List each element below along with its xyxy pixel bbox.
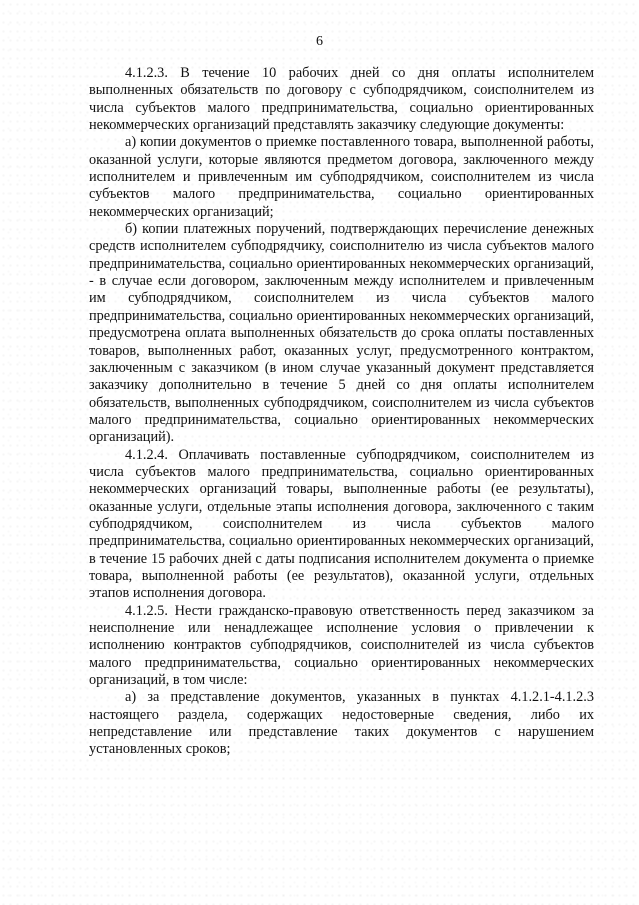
paragraph-item-a-acceptance-docs: а) копии документов о приемке поставленного товара, выполненной работы, оказанной услуги, которые являются предметом договора, заключенного между исполнителем и привлеченным им субподрядчиком, соисполнителем из числа субъектов малого предпринимательства, социально ориентированных некоммерческих организаций; — [89, 134, 594, 220]
paragraph-4-1-2-4: 4.1.2.4. Оплачивать поставленные субподрядчиком, соисполнителем из числа субъектов малого предпринимательства, социально ориентированных некоммерческих организаций товары, выполненные работы (ее результаты), оказанные услуги, отдельные этапы исполнения договора, заключенного с таким субподрядчиком, соисполнителем из числа субъектов малого предпринимательства, социально ориентированных некоммерческих организаций, в течение 15 рабочих дней с даты подписания исполнителем документа о приемке товара, выполненной работы (ее результатов), оказанной услуги, отдельных этапов исполнения договора. — [89, 446, 594, 602]
paragraph-4-1-2-5: 4.1.2.5. Нести гражданско-правовую ответственность перед заказчиком за неисполнение или ненадлежащее исполнение условия о привлечении к исполнению контрактов субподрядчиков, соисполнителей из числа субъектов малого предпринимательства, социально ориентированных некоммерческих организаций, в том числе: — [89, 602, 594, 689]
page-number: 6 — [316, 34, 323, 49]
paragraph-item-b-payment-orders: б) копии платежных поручений, подтверждающих перечисление денежных средств исполнителем субподрядчику, соисполнителю из числа субъектов малого предпринимательства, социально ориентированных некоммерческих организаций, - в случае если договором, заключенным между исполнителем и привлеченным им субподрядчиком, соисполнителем из числа субъектов малого предпринимательства, социально ориентированных некоммерческих организаций, предусмотрена оплата выполненных обязательств до срока оплаты поставленных товаров, выполненных работ, оказанных услуг, предусмотренного контрактом, заключенным с заказчиком (в ином случае указанный документ представляется заказчику дополнительно в течение 5 дней со дня оплаты исполнителем обязательств, выполненных субподрядчиком, соисполнителем из числа субъектов малого предпринимательства, социально ориентированных некоммерческих организаций). — [89, 221, 594, 446]
paragraph-item-a-liability: а) за представление документов, указанных в пунктах 4.1.2.1-4.1.2.3 настоящего раздела, содержащих недостоверные сведения, либо их непредставление или представление таких документов с нарушением установленных сроков; — [89, 689, 594, 758]
document-body — [89, 65, 594, 759]
paragraph-4-1-2-3: 4.1.2.3. В течение 10 рабочих дней со дня оплаты исполнителем выполненных обязательств по договору с субподрядчиком, соисполнителем из числа субъектов малого предпринимательства, социально ориентированных некоммерческих организаций представлять заказчику следующие документы: — [89, 65, 594, 134]
